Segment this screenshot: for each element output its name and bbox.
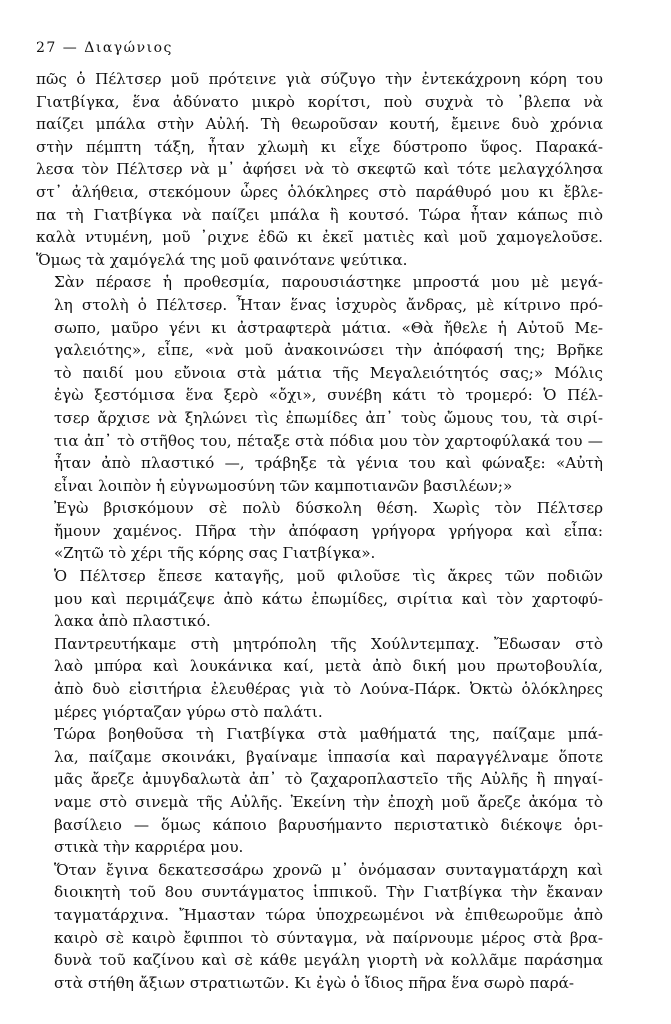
text-line: λεσα τὸν Πέλτσερ νὰ μ᾿ ἀφήσει νὰ τὸ σκεφτῶ καὶ τότε μελαγχόλησα: [36, 160, 603, 179]
text-line: στὴν πέμπτη τάξη, ἦταν χλωμὴ κι εἶχε δύστροπο ὕφος. Παρακά-: [36, 137, 603, 156]
text-line: σωπο, μαῦρο γένι κι ἀστραφτερὰ μάτια. «Θὰ ἤθελε ἡ Αὐτοῦ Με-: [54, 318, 603, 337]
text-line: βασίλειο — ὅμως κάποιο βαρυσήμαντο περιστατικὸ διέκοψε ὁρι-: [54, 815, 603, 834]
text-line: πα τὴ Γιατβίγκα νὰ παίζει μπάλα ἢ κουτσό. Τώρα ἦταν κάπως πιὸ: [36, 205, 603, 224]
paragraph: [36, 723, 603, 859]
text-line: στὰ στήθη ἄξιων στρατιωτῶν. Κι ἐγὼ ὁ ἴδιος πῆρα ἕνα σωρὸ παρά-: [54, 973, 575, 992]
text-line: «Ζητῶ τὸ χέρι τῆς κόρης σας Γιατβίγκα».: [54, 544, 376, 563]
paragraph: [36, 271, 603, 497]
text-line: τια ἀπ᾿ τὸ στῆθος του, πέταξε στὰ πόδια μου τὸν χαρτοφύλακά του —: [54, 431, 603, 450]
text-line: μου καὶ περιμάζεψε ἀπὸ κάτω ἐπωμίδες, σιρίτια καὶ τὸν χαρτοφύ-: [54, 589, 603, 608]
text-line: μέρες γιόρταζαν γύρω στὸ παλάτι.: [54, 702, 323, 721]
paragraph: [36, 497, 603, 565]
text-line: Ὅταν ἔγινα δεκατεσσάρω χρονῶ μ᾿ ὀνόμασαν συνταγματάρχη καὶ: [54, 860, 603, 879]
body-text: [36, 68, 603, 994]
text-line: τσερ ἄρχισε νὰ ξηλώνει τὶς ἐπωμίδες ἀπ᾿ τοὺς ὤμους του, τὰ σιρί-: [54, 408, 603, 427]
text-line: Ὅμως τὰ χαμόγελά της μοῦ φαινότανε ψεύτικα.: [36, 250, 408, 269]
paragraph: [36, 565, 603, 633]
running-header: [36, 40, 173, 56]
text-line: Τώρα βοηθοῦσα τὴ Γιατβίγκα στὰ μαθήματά της, παίζαμε μπά-: [54, 725, 603, 744]
paragraph: [36, 68, 603, 271]
text-line: καλὰ ντυμένη, μοῦ ᾿ριχνε ἐδῶ κι ἐκεῖ ματιὲς καὶ μοῦ χαμογελοῦσε.: [36, 228, 603, 247]
text-line: Ἐγὼ βρισκόμουν σὲ πολὺ δύσκολη θέση. Χωρὶς τὸν Πέλτσερ: [54, 499, 603, 518]
header-separator: —: [62, 40, 79, 56]
text-line: ναμε στὸ σινεμὰ τῆς Αὐλῆς. Ἐκείνη τὴν ἐποχὴ μοῦ ἄρεζε ἀκόμα τὸ: [54, 793, 603, 811]
text-line: δυνὰ τοῦ καζίνου καὶ σὲ κάθε μεγάλη γιορτὴ νὰ κολλᾶμε παράσημα: [54, 951, 603, 970]
text-line: μᾶς ἄρεζε ἀμυγδαλωτὰ ἀπ᾿ τὸ ζαχαροπλαστεῖο τῆς Αὐλῆς ἢ πηγαί-: [54, 770, 603, 789]
text-line: ἦταν ἀπὸ πλαστικό —, τράβηξε τὰ γένια του καὶ φώναξε: «Αὐτὴ: [54, 454, 603, 473]
page-number: 27: [36, 40, 57, 56]
text-line: καιρὸ σὲ καιρὸ ἔφιπποι τὸ σύνταγμα, νὰ παίρνουμε μέρος στὰ βρα-: [54, 928, 603, 947]
text-line: διοικητὴ τοῦ 8ου συντάγματος ἱππικοῦ. Τὴν Γιατβίγκα τὴν ἔκαναν: [54, 883, 603, 902]
text-line: λαὸ μπύρα καὶ λουκάνικα καί, μετὰ ἀπὸ δική μου πρωτοβουλία,: [54, 657, 603, 676]
text-line: ἤμουν χαμένος. Πῆρα τὴν ἀπόφαση γρήγορα γρήγορα καὶ εἶπα:: [54, 521, 603, 540]
text-line: ἀπὸ δυὸ εἰσιτήρια ἐλευθέρας γιὰ τὸ Λούνα-Πάρκ. Ὀκτὼ ὁλόκληρες: [54, 680, 603, 699]
text-line: Παντρευτήκαμε στὴ μητρόπολη τῆς Χούλντεμπαχ. Ἔδωσαν στὸ: [54, 634, 603, 653]
text-line: παίζει μπάλα στὴν Αὐλή. Τὴ θεωροῦσαν κουτή, ἔμεινε δυὸ χρόνια: [36, 115, 603, 134]
text-line: ἐγὼ ξεστόμισα ἕνα ξερὸ «ὄχι», συνέβη κάτι τὸ τρομερό: Ὁ Πέλ-: [54, 386, 603, 405]
text-line: τὸ παιδί μου εὔνοια στὰ μάτια τῆς Μεγαλειότητός σας;» Μόλις: [54, 363, 603, 382]
text-line: γαλειότης», εἶπε, «νὰ μοῦ ἀνακοινώσει τὴν ἀπόφασή της; Βρῆκε: [54, 341, 603, 360]
text-line: εἶναι λοιπὸν ἡ εὐγνωμοσύνη τῶν καμποτιανῶν βασιλέων;»: [54, 476, 513, 495]
text-line: πῶς ὁ Πέλτσερ μοῦ πρότεινε γιὰ σύζυγο τὴν ἐντεκάχρονη κόρη του: [36, 70, 603, 88]
text-line: ταγματάρχινα. Ἤμασταν τώρα ὑποχρεωμένοι νὰ ἐπιθεωροῦμε ἀπὸ: [54, 905, 603, 924]
text-line: λα, παίζαμε σκοινάκι, βγαίναμε ἱππασία καὶ παραγγέλναμε ὅποτε: [54, 747, 603, 766]
text-line: Σὰν πέρασε ἡ προθεσμία, παρουσιάστηκε μπροστά μου μὲ μεγά-: [54, 273, 603, 292]
text-line: στ᾿ ἀλήθεια, στεκόμουν ὧρες ὁλόκληρες στὸ παράθυρό μου κι ἔβλε-: [36, 182, 603, 201]
text-line: Ὁ Πέλτσερ ἔπεσε καταγῆς, μοῦ φιλοῦσε τὶς ἄκρες τῶν ποδιῶν: [54, 567, 603, 586]
text-line: λη στολὴ ὁ Πέλτσερ. Ἦταν ἕνας ἰσχυρὸς ἄνδρας, μὲ κίτρινο πρό-: [54, 295, 603, 314]
paragraph: [36, 859, 603, 995]
text-line: στικὰ τὴν καρριέρα μου.: [54, 838, 244, 857]
text-line: λακα ἀπὸ πλαστικό.: [54, 612, 211, 631]
running-title: Διαγώνιος: [84, 40, 173, 56]
paragraph: [36, 633, 603, 723]
text-line: Γιατβίγκα, ἕνα ἀδύνατο μικρὸ κορίτσι, ποὺ συχνὰ τὸ ᾿βλεπα νὰ: [36, 92, 603, 111]
